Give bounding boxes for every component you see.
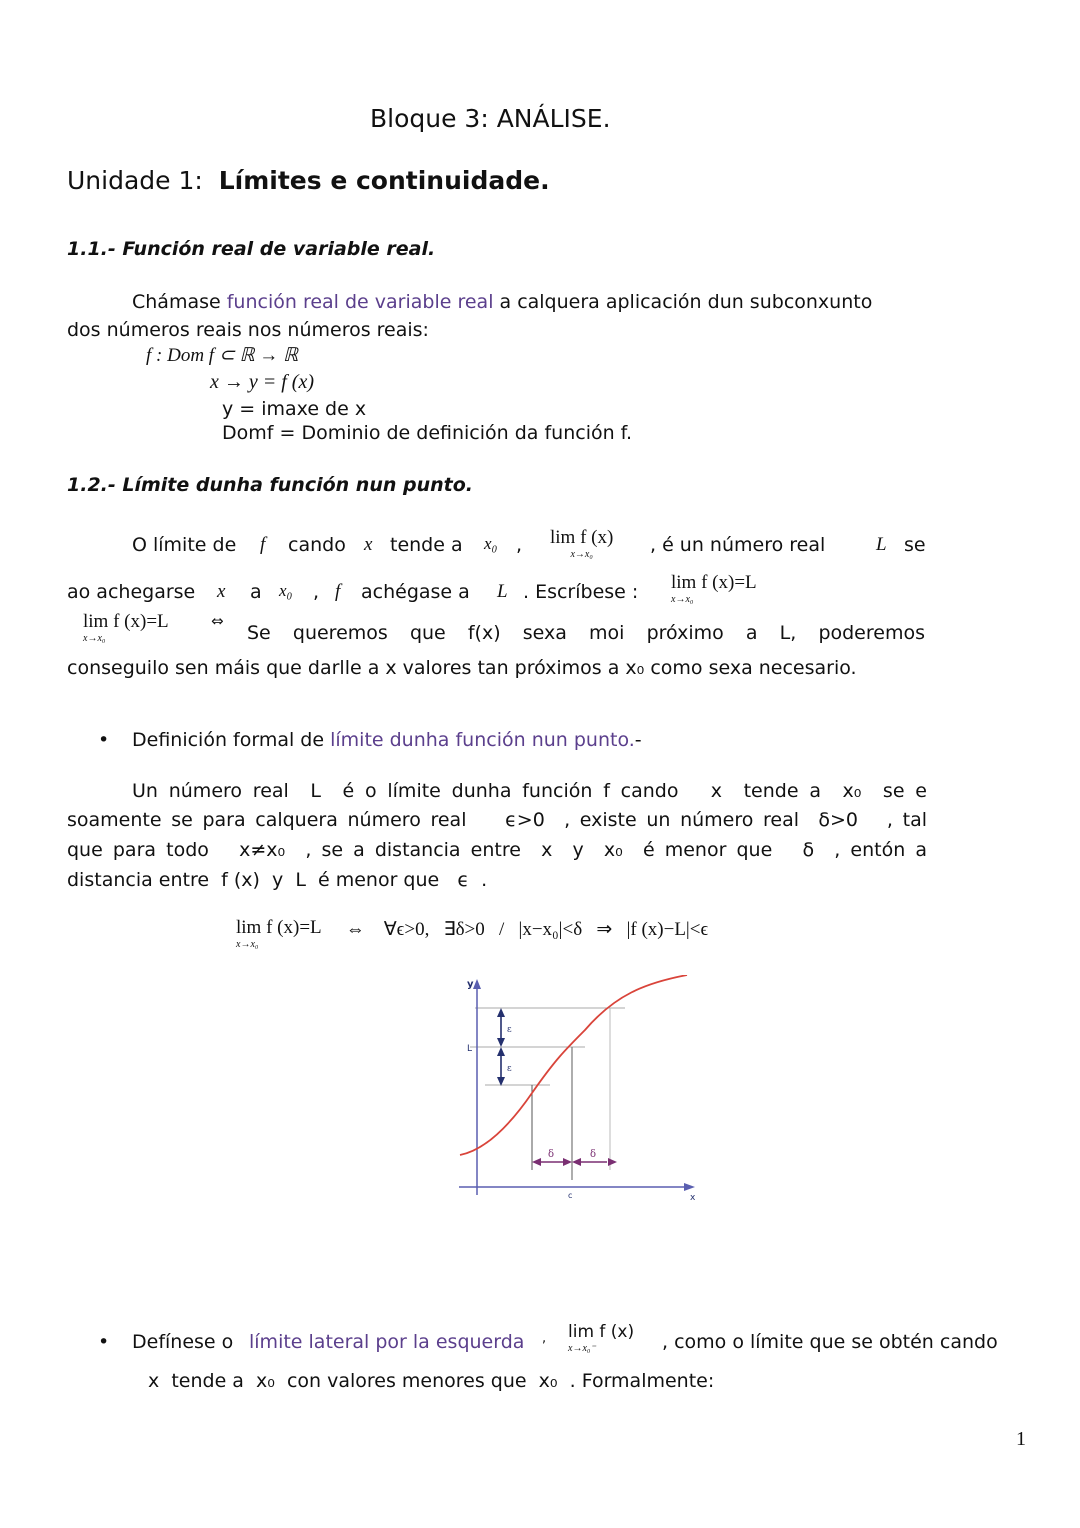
iff-symbol: ⇔ xyxy=(211,612,224,630)
limit-paragraph-line4: conseguilo sen máis que darlle a x valores tan próximos a x₀ como sexa necesario. xyxy=(67,657,857,679)
math-x0: x₀ xyxy=(279,581,293,600)
link-funcion-real[interactable]: función real de variable real xyxy=(226,291,494,313)
math-L: L xyxy=(497,581,508,602)
math-L: L xyxy=(876,534,887,555)
limit-expression: lim f (x) x→x₀ xyxy=(550,527,614,560)
text: , como o límite que se obtén cando xyxy=(662,1331,998,1353)
formal-definition-line4: distancia entre f (x) y L é menor que ϵ . xyxy=(67,869,488,891)
section-1-2-heading: 1.2.- Límite dunha función nun punto. xyxy=(67,474,473,496)
text: se xyxy=(904,534,926,556)
text: a xyxy=(250,581,262,603)
epsilon-delta-figure xyxy=(455,975,700,1205)
unit-title xyxy=(67,166,550,195)
limit-notation: lim f (x)=L x→x₀ xyxy=(671,572,757,605)
math-f: f xyxy=(260,534,266,555)
c-label: c xyxy=(568,1191,573,1200)
definition-domain: Domf = Dominio de definición da función f. xyxy=(222,422,633,444)
text: Definición formal de xyxy=(132,729,331,751)
math-f: f xyxy=(335,581,341,602)
text: cando xyxy=(288,534,346,556)
text: - xyxy=(634,729,642,751)
formal-definition-line1: Un número real L é o límite dunha función f cando x tende a x₀ se e xyxy=(132,780,927,802)
x-axis-label: x xyxy=(690,1193,696,1203)
delta-label-left: δ xyxy=(548,1149,555,1160)
limit-notation: lim f (x)=L x→x₀ xyxy=(83,611,169,644)
bullet: • xyxy=(98,729,110,751)
arrowhead-icon xyxy=(563,1158,572,1166)
arrowhead-icon xyxy=(497,1047,505,1056)
bullet: • xyxy=(98,1331,110,1353)
section-1-1-heading: 1.1.- Función real de variable real. xyxy=(67,238,436,260)
text: Se queremos que f(x) sexa moi próximo a L, poderemos xyxy=(247,622,925,644)
x-axis-arrow-icon xyxy=(684,1183,695,1191)
text: Chámase xyxy=(132,291,227,313)
page-number: 1 xyxy=(1016,1428,1026,1450)
delta-label-right: δ xyxy=(590,1149,597,1160)
formula-mapping: x → y = f (x) xyxy=(210,371,315,393)
text: achégase a xyxy=(361,581,470,603)
arrowhead-icon xyxy=(497,1038,505,1047)
block-title: Bloque 3: ANÁLISE. xyxy=(370,104,611,133)
epsilon-label-upper: ε xyxy=(507,1025,512,1035)
function-curve xyxy=(460,975,687,1155)
text: O límite de xyxy=(132,534,237,556)
arrowhead-icon xyxy=(608,1158,617,1166)
unit-prefix: Unidade 1: xyxy=(67,166,203,195)
epsilon-delta-condition: ⇔ ∀ϵ>0, ∃δ>0 / |x−x₀|<δ ⇒ |f (x)−L|<ϵ xyxy=(345,919,709,940)
formula-domain: f : Dom f ⊂ ℝ → ℝ xyxy=(146,345,299,366)
arrowhead-icon xyxy=(572,1158,581,1166)
formal-formula xyxy=(236,918,708,950)
text: Defínese o xyxy=(132,1331,234,1353)
lateral-limit-line2: x tende a x₀ con valores menores que x₀ . Formalmente: xyxy=(148,1370,715,1392)
math-x0: x₀ xyxy=(484,534,498,553)
text: tende a xyxy=(390,534,463,556)
y-axis-arrow-icon xyxy=(473,979,481,989)
text: , é un número real xyxy=(650,534,826,556)
link-limite-lateral[interactable]: límite lateral por la esquerda xyxy=(249,1331,525,1353)
math-x: x xyxy=(364,534,373,555)
text: , xyxy=(313,581,320,603)
L-label: L xyxy=(467,1044,473,1054)
formal-definition-line3: que para todo x≠x₀ , se a distancia entre x y x₀ é menor que δ , entón a xyxy=(67,839,927,861)
formal-definition-label xyxy=(132,729,642,751)
section-1-1-paragraph xyxy=(132,291,872,313)
lateral-limit-notation: lim f (x) x→x₀⁻ xyxy=(568,1322,635,1354)
link-limite-funcion[interactable]: límite dunha función nun punto. xyxy=(330,729,635,751)
formal-definition-line2: soamente se para calquera número real ϵ>0 , existe un número real δ>0 , tal xyxy=(67,809,927,831)
text: ao achegarse xyxy=(67,581,196,603)
y-axis-label: y xyxy=(467,979,474,990)
text: , xyxy=(516,534,523,556)
text: . Escríbese : xyxy=(523,581,639,603)
definition-image: y = imaxe de x xyxy=(222,398,367,420)
arrowhead-icon xyxy=(497,1008,505,1017)
unit-name: Límites e continuidade. xyxy=(218,166,550,195)
math-x: x xyxy=(217,581,226,602)
limit-notation: lim f (x)=L x→x₀ xyxy=(236,917,322,950)
epsilon-label-lower: ε xyxy=(507,1064,512,1074)
section-1-1-line2: dos números reais nos números reais: xyxy=(67,319,429,341)
text: , xyxy=(542,1331,547,1346)
text: a calquera aplicación dun subconxunto xyxy=(493,291,873,313)
arrowhead-icon xyxy=(532,1158,541,1166)
